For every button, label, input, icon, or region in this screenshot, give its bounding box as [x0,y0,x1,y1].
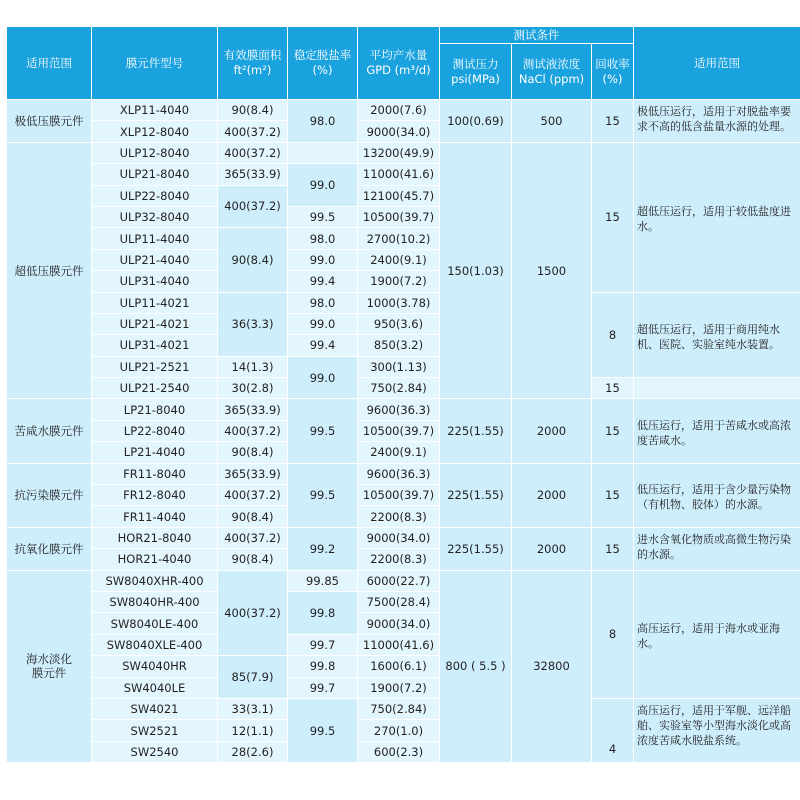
area-cell: 85(7.9) [218,656,288,699]
flow-cell: 6000(22.7) [358,570,440,591]
table-row [7,399,800,420]
area-cell: 90(8.4) [218,228,288,292]
area-cell: 33(3.1) [218,698,288,719]
flow-cell: 11000(41.6) [358,164,440,185]
model-cell: SW8040XLE-400 [92,634,218,655]
header-pressure: 测试压力 psi(MPa) [440,44,512,100]
flow-cell: 270(1.0) [358,720,440,741]
model-cell: SW2540 [92,741,218,762]
recovery-cell: 15 [592,527,634,570]
recovery-cell: 15 [592,378,634,399]
area-cell: 400(37.2) [218,420,288,441]
flow-cell: 9600(36.3) [358,399,440,420]
nacl-cell: 1500 [512,142,592,399]
header-area: 有效膜面积 ft²(m²) [218,27,288,100]
model-cell: ULP21-2540 [92,378,218,399]
rejection-cell: 99.4 [288,335,358,356]
flow-cell: 10500(39.7) [358,420,440,441]
rejection-cell: 99.5 [288,399,358,463]
area-cell: 36(3.3) [218,292,288,356]
model-cell: FR11-8040 [92,463,218,484]
header-nacl: 测试液浓度 NaCl (ppm) [512,44,592,100]
area-cell: 400(37.2) [218,527,288,548]
pressure-cell: 225(1.55) [440,463,512,527]
flow-cell: 2400(9.1) [358,442,440,463]
area-cell: 30(2.8) [218,378,288,399]
model-cell: SW2521 [92,720,218,741]
recovery-cell: 8 [592,292,634,378]
flow-cell: 1900(7.2) [358,271,440,292]
model-cell: LP22-8040 [92,420,218,441]
rejection-cell: 99.5 [288,463,358,527]
rejection-cell: 99.0 [288,313,358,334]
flow-cell: 300(1.13) [358,356,440,377]
description-cell: 低压运行，适用于含少量污染物（有机物、胶体）的水源。 [634,463,800,527]
table-row [7,463,800,484]
rejection-cell: 99.0 [288,356,358,399]
model-cell: HOR21-4040 [92,549,218,570]
area-cell: 400(37.2) [218,485,288,506]
model-cell: ULP21-4040 [92,249,218,270]
pressure-cell: 100(0.69) [440,100,512,143]
flow-cell: 1600(6.1) [358,656,440,677]
membrane-spec-table [6,26,800,763]
model-cell: SW8040XHR-400 [92,570,218,591]
nacl-cell: 500 [512,100,592,143]
area-cell: 365(33.9) [218,164,288,185]
flow-cell: 10500(39.7) [358,485,440,506]
flow-cell: 2700(10.2) [358,228,440,249]
rejection-cell: 99.85 [288,570,358,591]
flow-cell: 9000(34.0) [358,121,440,142]
recovery-cell: 15 [592,463,634,527]
rejection-cell: 99.0 [288,249,358,270]
flow-cell: 750(2.84) [358,698,440,719]
model-cell: SW8040LE-400 [92,613,218,634]
header-rejection: 稳定脱盐率 (%) [288,27,358,100]
rejection-cell: 99.7 [288,677,358,698]
flow-cell: 9000(34.0) [358,613,440,634]
table-row [7,527,800,548]
model-cell: XLP12-8040 [92,121,218,142]
area-cell: 365(33.9) [218,463,288,484]
description-cell: 超低压运行，适用于较低盐度进水。 [634,142,800,292]
membrane-spec-table-wrapper [6,26,800,763]
header-scope-2: 适用范围 [634,27,800,100]
model-cell: ULP21-8040 [92,164,218,185]
flow-cell: 2200(8.3) [358,549,440,570]
description-cell: 进水含氧化物质或高微生物污染的水源。 [634,527,800,570]
description-cell: 高压运行，适用于海水或亚海水。 [634,570,800,698]
model-cell: XLP11-4040 [92,100,218,121]
recovery-cell: 4 [592,698,634,762]
model-cell: ULP21-2521 [92,356,218,377]
model-cell: ULP11-4021 [92,292,218,313]
model-cell: LP21-8040 [92,399,218,420]
model-cell: FR12-8040 [92,485,218,506]
model-cell: FR11-4040 [92,506,218,527]
pressure-cell: 800 ( 5.5 ) [440,570,512,763]
model-cell: ULP11-4040 [92,228,218,249]
header-scope: 适用范围 [7,27,92,100]
rejection-cell: 99.2 [288,527,358,570]
category-cell: 超低压膜元件 [7,142,92,399]
area-cell: 14(1.3) [218,356,288,377]
model-cell: LP21-4040 [92,442,218,463]
flow-cell: 9000(34.0) [358,527,440,548]
pressure-cell: 225(1.55) [440,399,512,463]
flow-cell: 850(3.2) [358,335,440,356]
flow-cell: 2400(9.1) [358,249,440,270]
area-cell: 90(8.4) [218,549,288,570]
table-row [7,698,800,719]
flow-cell: 12100(45.7) [358,185,440,206]
area-cell: 90(8.4) [218,442,288,463]
area-cell: 12(1.1) [218,720,288,741]
flow-cell: 2200(8.3) [358,506,440,527]
header-flow: 平均产水量 GPD (m³/d) [358,27,440,100]
model-cell: SW8040HR-400 [92,591,218,612]
pressure-cell: 225(1.55) [440,527,512,570]
area-cell: 28(2.6) [218,741,288,762]
area-cell: 400(37.2) [218,121,288,142]
table-row [7,100,800,121]
flow-cell: 950(3.6) [358,313,440,334]
area-cell: 400(37.2) [218,185,288,228]
area-cell: 400(37.2) [218,142,288,163]
recovery-cell: 15 [592,142,634,292]
area-cell: 400(37.2) [218,570,288,656]
rejection-cell: 99.0 [288,164,358,207]
model-cell: ULP21-4021 [92,313,218,334]
flow-cell: 7500(28.4) [358,591,440,612]
model-cell: ULP22-8040 [92,185,218,206]
nacl-cell: 2000 [512,527,592,570]
rejection-cell: 98.0 [288,228,358,249]
model-cell: HOR21-8040 [92,527,218,548]
area-cell: 365(33.9) [218,399,288,420]
model-cell: ULP12-8040 [92,142,218,163]
nacl-cell: 2000 [512,463,592,527]
recovery-cell: 8 [592,570,634,698]
category-cell: 海水淡化 膜元件 [7,570,92,763]
model-cell: ULP31-4021 [92,335,218,356]
model-cell: ULP31-4040 [92,271,218,292]
rejection-cell: 99.5 [288,206,358,227]
category-cell: 抗污染膜元件 [7,463,92,527]
table-row [7,570,800,591]
flow-cell: 13200(49.9) [358,142,440,163]
category-cell: 抗氧化膜元件 [7,527,92,570]
model-cell: SW4040LE [92,677,218,698]
model-cell: SW4040HR [92,656,218,677]
model-cell: SW4021 [92,698,218,719]
rejection-cell: 99.4 [288,271,358,292]
area-cell: 90(8.4) [218,100,288,121]
flow-cell: 1000(3.78) [358,292,440,313]
header-model: 膜元件型号 [92,27,218,100]
recovery-cell: 15 [592,100,634,143]
rejection-cell: 99.5 [288,698,358,762]
pressure-cell: 150(1.03) [440,142,512,399]
model-cell: ULP32-8040 [92,206,218,227]
description-cell: 极低压运行，适用于对脱盐率要求不高的低含盐量水源的处理。 [634,100,800,143]
recovery-cell: 15 [592,399,634,463]
description-cell: 低压运行，适用于苦咸水或高浓度苦咸水。 [634,399,800,463]
rejection-cell: 99.8 [288,656,358,677]
rejection-cell: 99.8 [288,591,358,634]
area-cell: 90(8.4) [218,506,288,527]
flow-cell: 10500(39.7) [358,206,440,227]
category-cell: 极低压膜元件 [7,100,92,143]
flow-cell: 2000(7.6) [358,100,440,121]
flow-cell: 1900(7.2) [358,677,440,698]
description-cell: 超低压运行，适用于商用纯水机、医院、实验室纯水装置。 [634,292,800,378]
nacl-cell: 32800 [512,570,592,763]
table-row [7,142,800,163]
header-test-conditions: 测试条件 [440,27,634,44]
category-cell: 苦咸水膜元件 [7,399,92,463]
flow-cell: 750(2.84) [358,378,440,399]
rejection-cell: 98.0 [288,292,358,313]
nacl-cell: 2000 [512,399,592,463]
flow-cell: 9600(36.3) [358,463,440,484]
table-row [7,292,800,313]
header-recovery: 回收率 (%) [592,44,634,100]
rejection-cell: 98.0 [288,100,358,143]
description-cell: 高压运行，适用于军舰、远洋船舶、实验室等小型海水淡化或高浓度苦咸水脱盐系统。 [634,698,800,762]
rejection-cell [288,142,358,163]
table-row [7,378,800,399]
rejection-cell: 99.7 [288,634,358,655]
description-cell [634,378,800,399]
flow-cell: 600(2.3) [358,741,440,762]
flow-cell: 11000(41.6) [358,634,440,655]
